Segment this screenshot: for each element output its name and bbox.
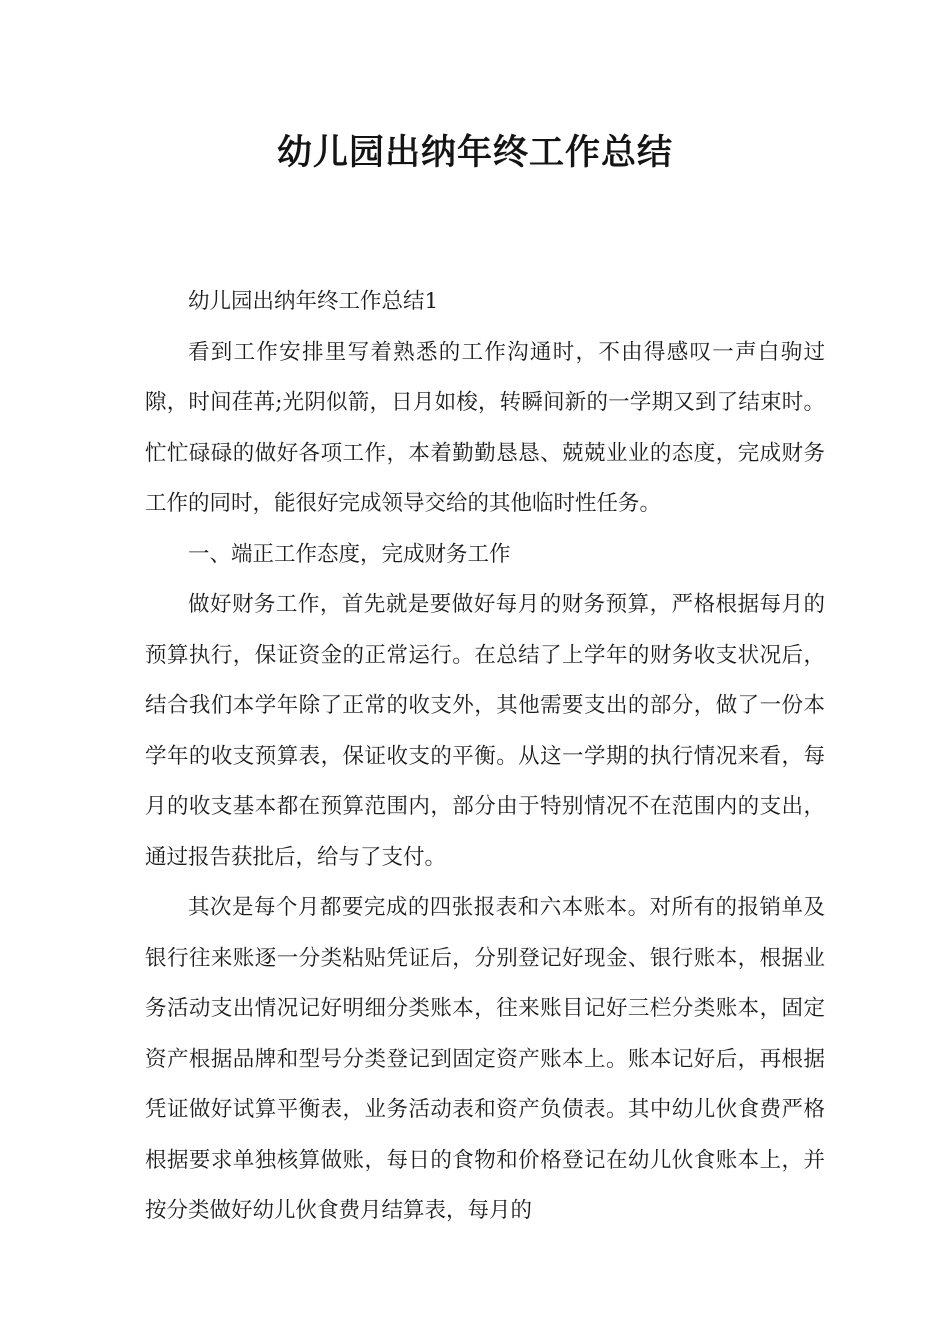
paragraph: 其次是每个月都要完成的四张报表和六本账本。对所有的报销单及银行往来账逐一分类粘贴凭证后，分别登记好现金、银行账本，根据业务活动支出情况记好明细分类账本，往来账目记好三栏分类账本，固定资产根据品牌和型号分类登记到固定资产账本上。账本记好后，再根据凭证做好试算平衡表，业务活动表和资产负债表。其中幼儿伙食费严格根据要求单独核算做账，每日的食物和价格登记在幼儿伙食账本上，并按分类做好幼儿伙食费月结算表，每月的 xyxy=(145,895,825,1223)
section-heading: 幼儿园出纳年终工作总结1 xyxy=(188,289,439,314)
section-heading: 一、端正工作态度，完成财务工作 xyxy=(188,541,511,567)
paragraph: 看到工作安排里写着熟悉的工作沟通时，不由得感叹一声白驹过隙，时间荏苒;光阴似箭，日月如梭，转瞬间新的一学期又到了结束时。忙忙碌碌的做好各项工作，本着勤勤恳恳、兢兢业业的态度，完成财务工作的同时，能很好完成领导交给的其他临时性任务。 xyxy=(145,339,825,516)
paragraph: 做好财务工作，首先就是要做好每月的财务预算，严格根据每月的预算执行，保证资金的正常运行。在总结了上学年的财务收支状况后，结合我们本学年除了正常的收支外，其他需要支出的部分，做了一份本学年的收支预算表，保证收支的平衡。从这一学期的执行情况来看，每月的收支基本都在预算范围内，部分由于特别情况不在范围内的支出，通过报告获批后，给与了支付。 xyxy=(145,592,825,870)
document-body xyxy=(145,277,825,1237)
document-title: 幼儿园出纳年终工作总结 xyxy=(276,133,673,173)
